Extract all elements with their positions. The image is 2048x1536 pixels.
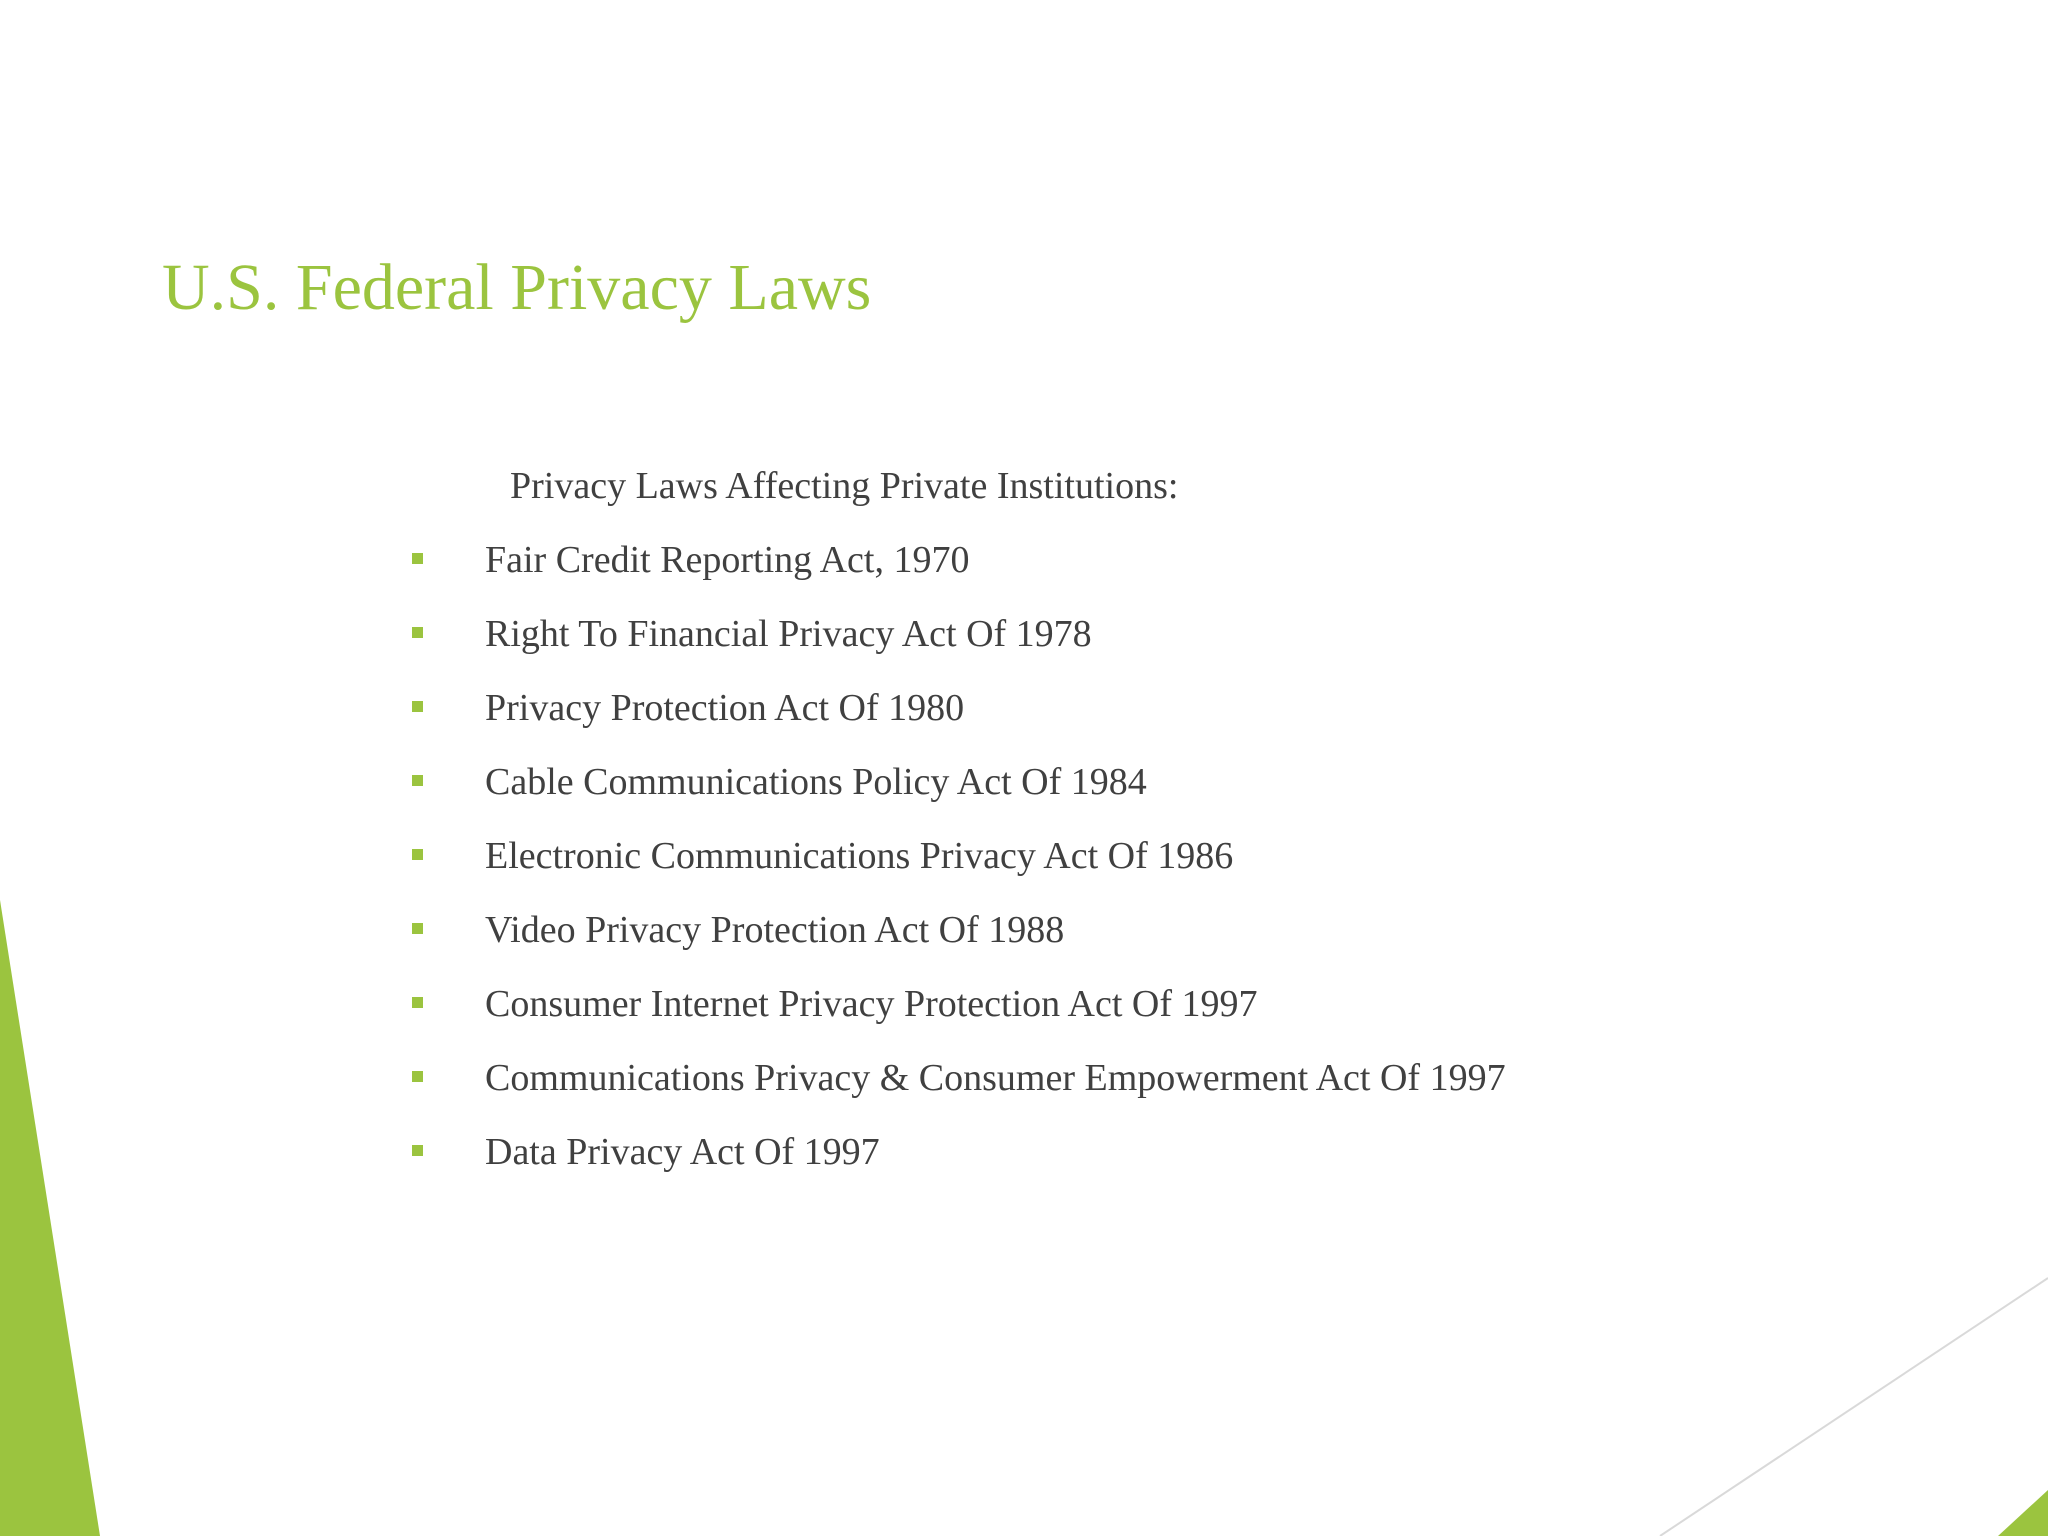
list-item-text: Electronic Communications Privacy Act Of 1986 (485, 835, 1234, 877)
intro-text: Privacy Laws Affecting Private Institutions: (510, 465, 1179, 507)
square-bullet-icon (412, 775, 423, 786)
square-bullet-icon (412, 849, 423, 860)
slide-title: U.S. Federal Privacy Laws (162, 251, 872, 324)
list-item-text: Communications Privacy & Consumer Empowerment Act Of 1997 (485, 1057, 1506, 1099)
list-item-text: Cable Communications Policy Act Of 1984 (485, 761, 1147, 803)
left-green-wedge (0, 900, 100, 1536)
list-item-text: Consumer Internet Privacy Protection Act Of 1997 (485, 983, 1258, 1025)
square-bullet-icon (412, 923, 423, 934)
corner-divider-line (1660, 1278, 2048, 1536)
square-bullet-icon (412, 1145, 423, 1156)
list-item-text: Fair Credit Reporting Act, 1970 (485, 539, 970, 581)
square-bullet-icon (412, 1071, 423, 1082)
list-item-text: Video Privacy Protection Act Of 1988 (485, 909, 1065, 951)
square-bullet-icon (412, 701, 423, 712)
square-bullet-icon (412, 627, 423, 638)
list-item-text: Privacy Protection Act Of 1980 (485, 687, 965, 729)
corner-green-triangle (1998, 1490, 2048, 1536)
list-item-text: Data Privacy Act Of 1997 (485, 1131, 880, 1173)
square-bullet-icon (412, 997, 423, 1008)
square-bullet-icon (412, 553, 423, 564)
list-item-text: Right To Financial Privacy Act Of 1978 (485, 613, 1092, 655)
